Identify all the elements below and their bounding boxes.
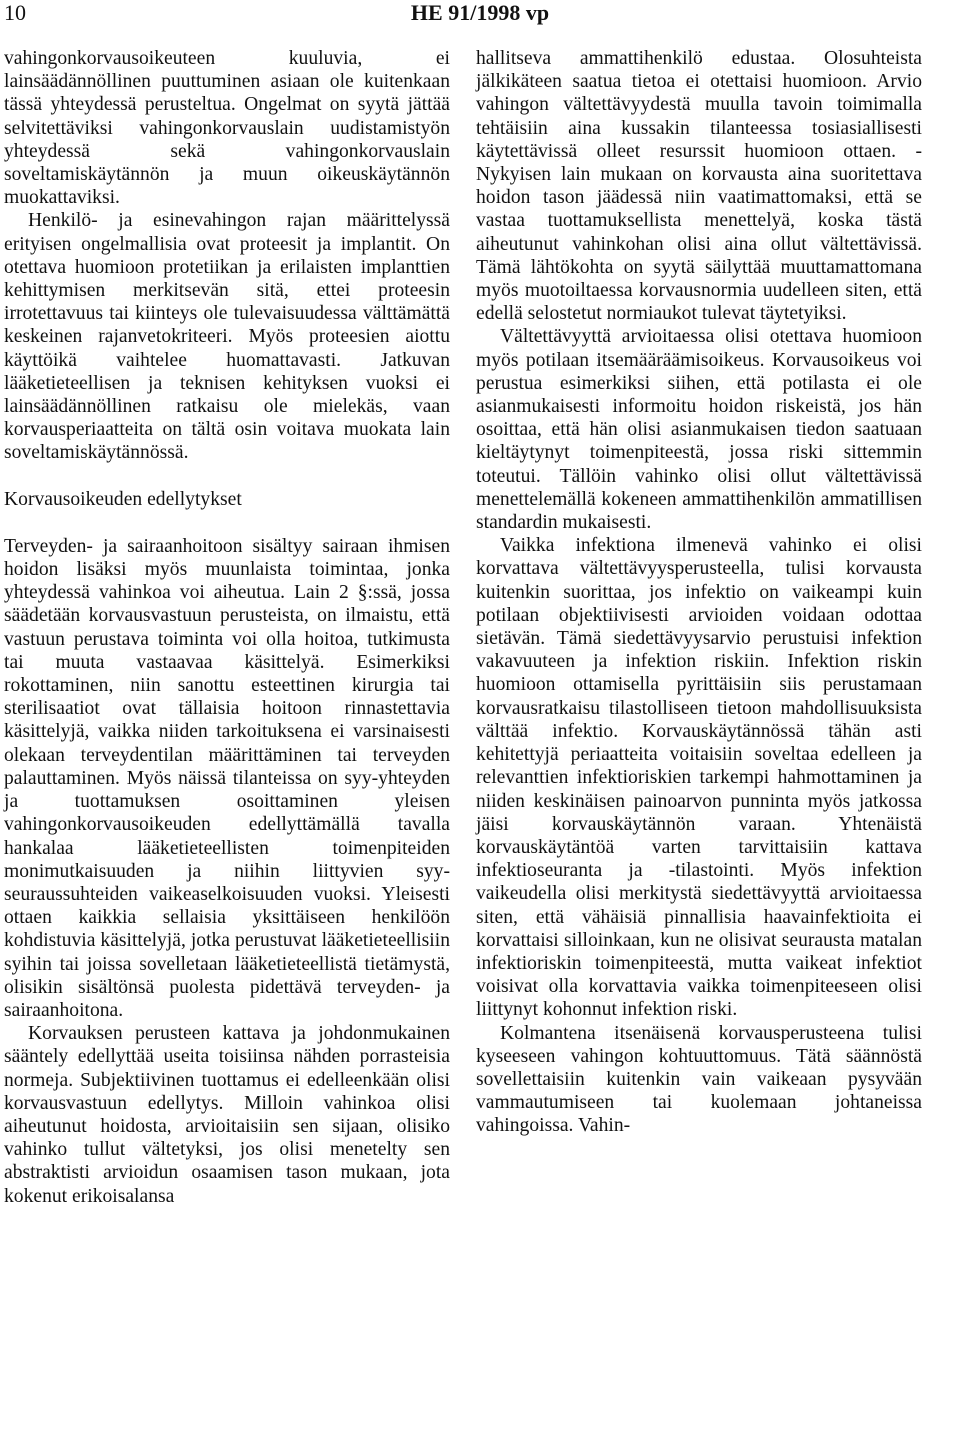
paragraph: Korvauksen perusteen kattava ja johdonmukainen sääntely edellyttää useita toisiinsa nähden porrasteisia normeja. Subjektiivinen tuottamus ei edelleenkään olisi korvausvastuun edellytys. Milloin vahinkoa olisi aiheutunut hoidosta, arvioitaisiin sen sijaan, olisiko vahinko tullut vältetyksi, jos olisi menetelty sen abstraktisti arvioidun osaamisen tason mukaan, jota kokenut erikoisalansa (4, 1023, 450, 1207)
right-column (476, 47, 922, 1138)
paragraph: Henkilö- ja esinevahingon rajan määrittelyssä erityisen ongelmallisia ovat proteesit ja implantit. On otettava huomioon protetiikan ja erilaisten implanttien kehittymisen merkitsevän sitä, ettei proteesin irrotettavuus tai kiinteys ole tulevaisuudessa välttämättä keskeinen rajanvetokriteeri. Myös proteesien aiottu käyttöikä vaihtelee huomattavasti. Jatkuvan lääketieteellisen ja teknisen kehityksen vuoksi ei lainsäädännöllinen ratkaisu ole mielekäs, vaan korvausperiaatteita on tältä osin voitava muokata lain soveltamiskäytännössä. (4, 210, 450, 464)
paragraph: hallitseva ammattihenkilö edustaa. Olosuhteista jälkikäteen saatua tietoa ei otettaisi huomioon. Arvio vahingon vältettävyydestä muulla tavoin toimimalla tehtäisiin aina kussakin tilanteessa tosiasiallisesti käytettävissä olleet resurssit huomioon ottaen. - Nykyisen lain mukaan on korvausta aina suoritettava hoidon tason jäädessä niin vaatimattomaksi, että se vastaa tuottamuksellista menettelyä, koska tästä aiheutunut vahinkohan olisi aina ollut vältettävissä. Tämä lähtökohta on syytä säilyttää muuttamattomana myös muotoiltaessa korvausnormia uudelleen siten, että edellä selostetut normiaukot tulevat täytetyiksi. (476, 48, 922, 325)
page-number: 10 (4, 0, 26, 25)
paragraph: Vältettävyyttä arvioitaessa olisi otettava huomioon myös potilaan itsemääräämisoikeus. Korvausoikeus voi perustua esimerkiksi siihen, että potilasta ei ole asianmukaisesti informoitu hoidon riskeistä, jos hän osoittaa, että hän olisi asianmukaisen tiedon saatuaan kieltäytynyt toimenpiteestä, jossa riski sittemmin toteutui. Tällöin vahinko olisi ollut vältettävissä menettelemällä kokeneen ammattihenkilön ammatillisen standardin mukaisesti. (476, 326, 922, 534)
paragraph: vahingonkorvausoikeuteen kuuluvia, ei lainsäädännöllinen puuttuminen asiaan ole kuitenkaan tässä yhteydessä perusteltua. Ongelmat on syytä jättää selvitettäviksi vahingonkorvauslain uudistamistyön yhteydessä sekä vahingonkorvauslain soveltamiskäytännön ja muun oikeuskäytännön muokattaviksi. (4, 48, 450, 209)
paragraph: Terveyden- ja sairaanhoitoon sisältyy sairaan ihmisen hoidon lisäksi myös muunlaista toimintaa, jonka yhteydessä vahinkoa voi aiheutua. Lain 2 §:ssä, jossa säädetään korvausvastuun perusteista, on ilmaistu, että vastuun perustava toiminta voi olla hoitoa, tutkimusta tai muuta vastaavaa käsittelyä. Esimerkiksi rokottaminen, niin sanottu esteettinen kirurgia tai sterilisaatiot ovat tällaisia hoitoon rinnastettavia käsittelyjä, vaikka niiden tarkoituksena ei varsinaisesti olekaan terveydentilan määrittäminen tai terveyden palauttaminen. Myös näissä tilanteissa on syy-yhteyden ja tuottamuksen osoittaminen yleisen vahingonkorvausoikeuden edellyttämällä tavalla hankalaa lääketieteellisten toimenpiteiden monimutkaisuuden ja niihin liittyvien syy-seuraussuhteiden vaikeaselkoisuuden vuoksi. Yleisesti ottaen kaikkia sellaisia yksittäiseen henkilöön kohdistuvia käsittelyjä, jotka perustuvat lääketieteellisiin syihin tai joissa sovelletaan lääketieteellistä tietämystä, olisikin sisältönsä puolesta pidettävä terveyden- ja sairaanhoitona. (4, 535, 450, 1021)
running-head: HE 91/1998 vp (410, 0, 550, 25)
paragraph: Vaikka infektiona ilmenevä vahinko ei olisi korvattava vältettävyysperusteella, tulisi korvausta kuitenkin suorittaa, jos infektio on vaikeampi kuin potilaan objektiivisesti arvioiden voidaan odottaa sietävän. Tämä siedettävyysarvio perustuisi infektion vakavuuteen ja infektion riskiin. Infektion riskin huomioon ottamisella pyrittäisiin siis perustamaan korvausratkaisu tilastolliseen tietoon mahdollisuuksista välttää infektio. Korvauskäytännössä tähän asti kehitettyjä periaatteita voitaisiin soveltaa edelleen ja relevanttien infektioriskien tarkempi hahmottaminen ja niiden keskinäisen painoarvon punninta myös jatkossa jäisi korvauskäytännön varaan. Yhtenäistä korvauskäytäntöä varten tarvittaisiin kattava infektioseuranta ja -tilastointi. Myös infektion vaikeudella olisi merkitystä siedettävyyttä arvioitaessa siten, että vähäisiä pinnallisia haavainfektioita ei korvattaisi silloinkaan, kun ne olisivat seurausta matalan infektioriskin toimenpiteestä, mutta vaikeat infektiot voisivat olla korvattavia vaikka toimenpiteeseen olisi liittynyt kohonnut infektion riski. (476, 535, 922, 1021)
section-heading: Korvausoikeuden edellytykset (4, 488, 242, 510)
left-column (4, 47, 450, 1208)
paragraph: Kolmantena itsenäisenä korvausperusteena tulisi kyseeseen vahingon kohtuuttomuus. Tätä säännöstä sovellettaisiin kuitenkin vain vaikeaan pysyvään vammautumiseen tai kuolemaan johtaneissa vahingoissa. Vahin- (476, 1022, 922, 1137)
